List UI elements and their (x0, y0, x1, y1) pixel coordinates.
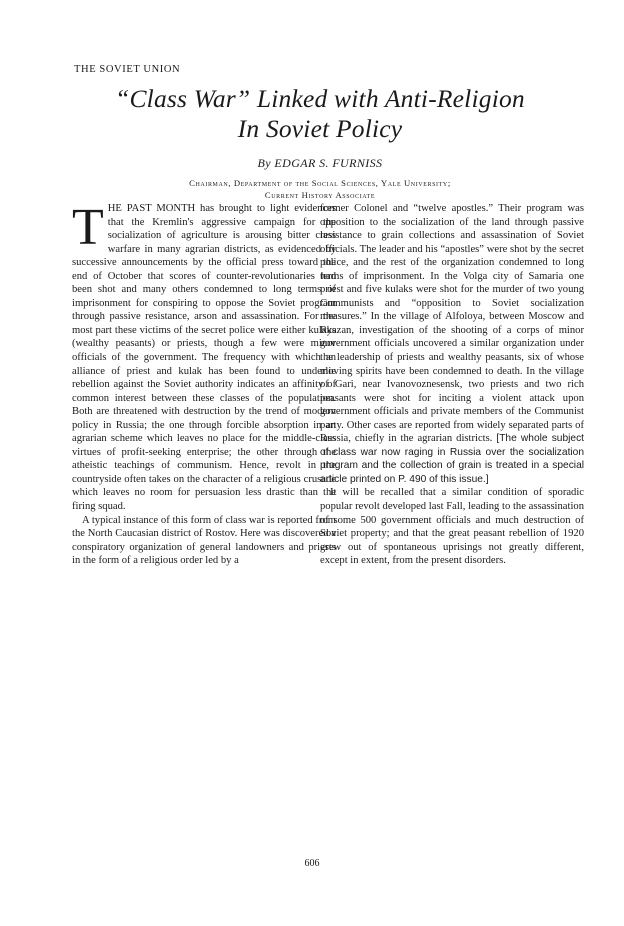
author-affiliation-2: Current History Associate (264, 190, 376, 200)
paragraph-1-text: HE PAST MONTH has brought to light evidences that the Kremlin's aggressive campaign for the socialization of agriculture is arousing bitter class warfare in many agrarian districts, as evidenced by successive announcements by the official press toward the end of October that scores of counter-revolutionaries had been shot and many others condemned to long terms of imprisonment for conspiring to oppose the Soviet program through passive resistance, arson and assassination. For the most part these victims of the secret police were either kulaks (wealthy peasants) or priests, though a few were minor officials of the government. The frequency with which an alliance of priest and kulak has been found to underlie rebellion against the Soviet authority indicates an affinity of common interest between these classes of the population. Both are threatened with destruction by the trend of modern policy in Russia; the one through forcible absorption in an agrarian scheme which leaves no place for the middle-class virtues of profit-seeking enterprise; the other through the atheistic teachings of communism. Hence, revolt in the countryside often takes on the character of a religious crusade which leaves no room for persuasion less drastic than the firing squad. (72, 203, 336, 513)
paragraph-2-continued (320, 202, 584, 486)
paragraph-1 (72, 199, 336, 514)
byline: By EDGAR S. FURNISS (257, 156, 383, 170)
page-number: 606 (304, 858, 320, 869)
text-column-left (72, 199, 336, 568)
paragraph-2-text-right: former Colonel and “twelve apostles.” Their program was opposition to the socialization of the land through passive resistance to grain collections and assassination of Soviet officials. The leader and his “apostles” were shot by the secret police, and the rest of the organization condemned to long terms of imprisonment. In the Volga city of Samaria one priest and five kulaks were shot for the murder of two young Communists and “opposition to Soviet socialization measures.” In the village of Alfoloya, between Moscow and Ryazan, investigation of the shooting of a corps of minor government officials uncovered a similar organization under the leadership of priests and wealthy peasants, six of whose moving spirits have been condemned to death. In the village of Gari, near Ivanovoznesensk, two priests and two rich peasants were shot for inciting a violent attack upon government officials and private members of the Communist party. Other cases are reported from widely separated parts of Russia, chiefly in the agrarian districts. (320, 203, 584, 445)
headline-line-1: “Class War” Linked with Anti-Religion (115, 84, 525, 113)
section-label: THE SOVIET UNION (74, 64, 181, 75)
paragraph-2-text-left: A typical instance of this form of class war is reported from the North Caucasian district of Rostov. Here was discovered a conspiratory organization of general landowners and priests in the form of a religious order led by a (72, 514, 336, 567)
paragraph-3-text: It will be recalled that a similar condition of sporadic popular revolt developed last Fall, leading to the assassination of some 500 government officials and much destruction of Soviet property; and that the great peasant rebellion of 1920 grew out of spontaneous uprisings not greatly different, except in extent, from the present disorders. (320, 487, 584, 567)
editor-note: [The whole subject of class war now raging in Russia over the socialization program and the collection of grain is treated in a special article printed on P. 490 of this issue.] (320, 433, 584, 485)
paragraph-3 (320, 486, 584, 567)
paragraph-2-start (72, 514, 336, 568)
drop-cap: T (72, 199, 104, 256)
author-affiliation-1: Chairman, Department of the Social Sciences, Yale University; (189, 178, 451, 188)
text-column-right (320, 202, 584, 568)
headline-line-2: In Soviet Policy (237, 114, 403, 143)
